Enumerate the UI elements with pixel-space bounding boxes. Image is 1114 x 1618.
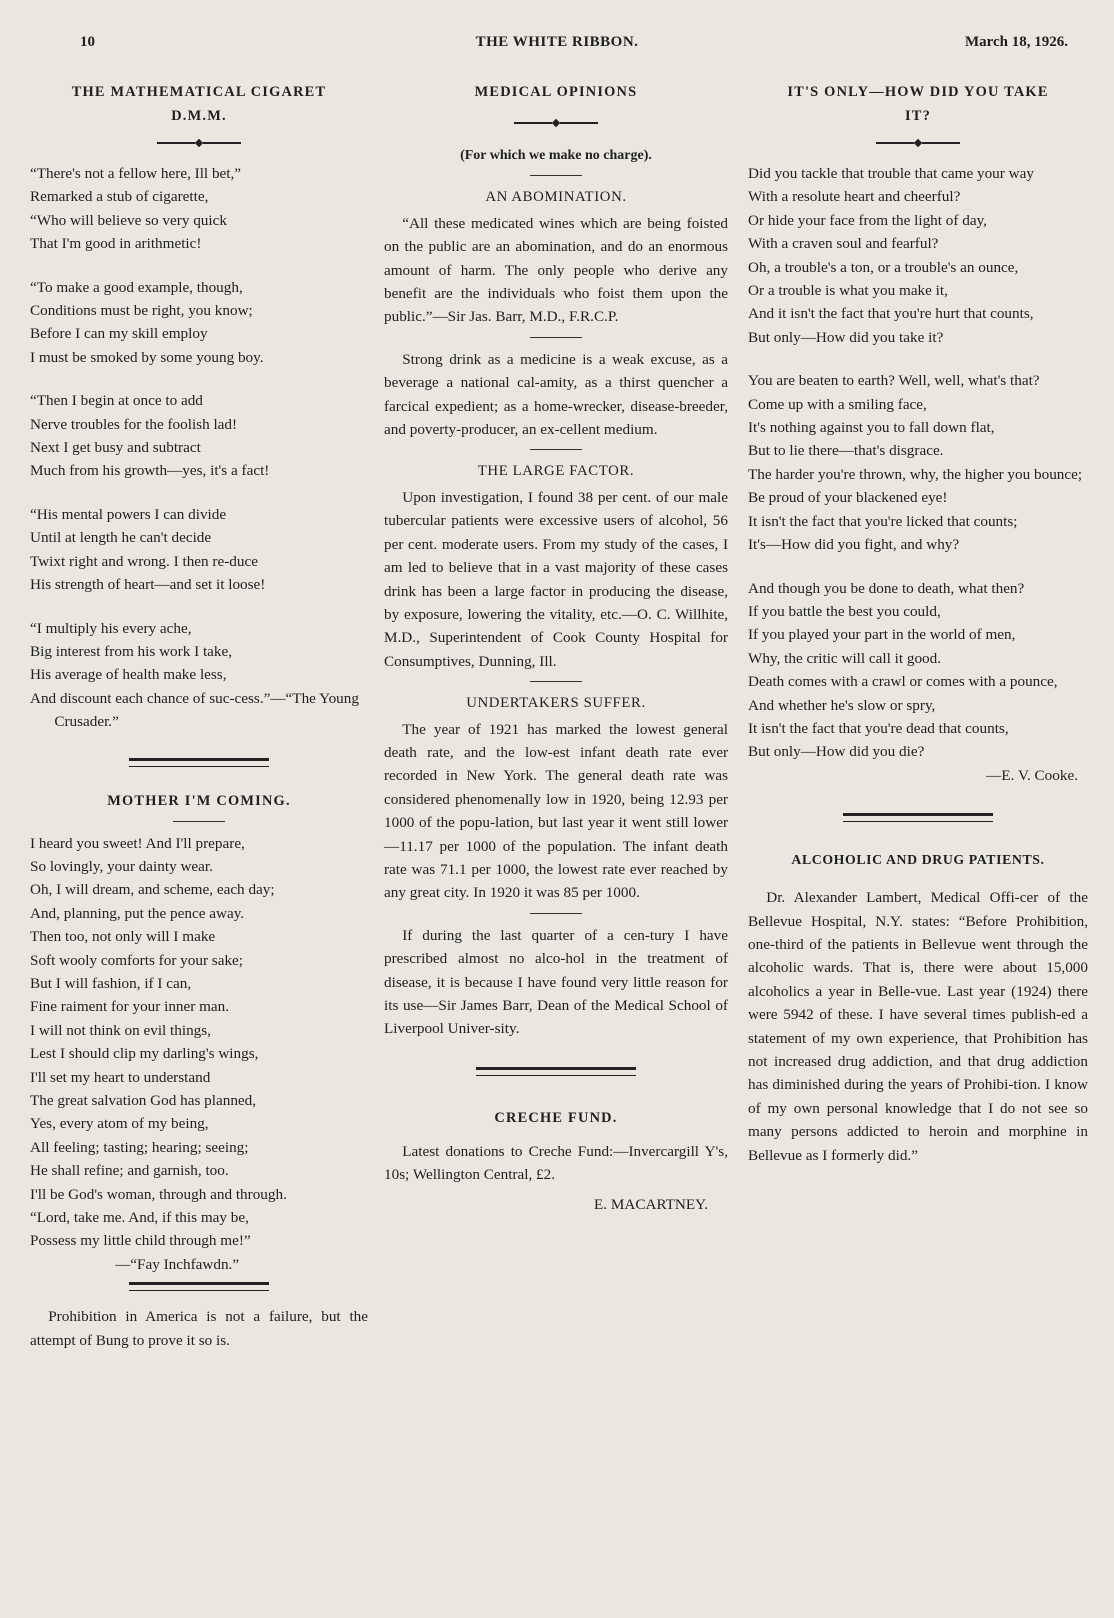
column-middle bbox=[384, 80, 728, 1216]
paragraph: Strong drink as a medicine is a weak excuse, as a beverage a national cal-amity, as a thirst quencher a farcical expedient; as a home-wrecker, disease-breeder, and poverty-producer, an ex-cellent medium. bbox=[384, 350, 728, 439]
article-title: ALCOHOLIC AND DRUG PATIENTS. bbox=[791, 852, 1045, 868]
poem-line: Yes, every atom of my being, bbox=[30, 1115, 209, 1133]
poem-title: THE MATHEMATICAL CIGARET bbox=[71, 84, 327, 100]
poem-line: It isn't the fact that you're licked that counts; bbox=[748, 512, 1018, 530]
short-rule bbox=[530, 449, 582, 450]
poem-line: It's—How did you fight, and why? bbox=[748, 536, 960, 554]
double-rule-divider bbox=[843, 813, 993, 822]
subheading: THE LARGE FACTOR. bbox=[477, 463, 635, 480]
poem-line: If you battle the best you could, bbox=[748, 602, 941, 620]
short-rule bbox=[530, 913, 582, 914]
poem-line: I'll be God's woman, through and through. bbox=[30, 1185, 287, 1203]
poem-line: He shall refine; and garnish, too. bbox=[30, 1162, 229, 1180]
double-rule-divider bbox=[476, 1067, 636, 1076]
publication-title: THE WHITE RIBBON. bbox=[475, 34, 639, 50]
paragraph: The year of 1921 has marked the lowest general death rate, and the low-est infant death rate ever recorded in New York. The general death rate was considered phenomenally low in 1920, being 12.93 per 1000 of the popu-lation, but last year it went still lower—11.17 per 1000 of the population. The infant death rate was 71.1 per 1000, the lowest rate ever reached by any great city. In 1920 it was 85 per 1000. bbox=[384, 720, 728, 902]
poem-stanza bbox=[30, 162, 368, 256]
poem-stanza bbox=[30, 276, 368, 370]
article-paragraph: Dr. Alexander Lambert, Medical Offi-cer of the Bellevue Hospital, N.Y. states: “Before Prohibition, one-third of the patients in Bellevue went through the alcoholic wards. That is, there were about 15,000 alcoholics a year in Belle-vue. Last year (1924) there were 5942 of these. I have several times publish-ed a statement of my own experience, that Prohibition has not increased drug addiction, and that drug addiction has diminished during the years of Prohibi-tion. I know of my own personal knowledge that I do not see so many persons addicted to heroin and morphine in Bellevue as I formerly did.” bbox=[748, 889, 1088, 1164]
short-rule bbox=[530, 337, 582, 338]
poem-line: Nerve troubles for the foolish lad! bbox=[30, 415, 238, 433]
poem-line: I must be smoked by some young boy. bbox=[30, 348, 264, 366]
poem-line: The great salvation God has planned, bbox=[30, 1092, 257, 1109]
poem-line: With a craven soul and fearful? bbox=[748, 235, 939, 253]
poem-title: IT'S ONLY—HOW DID YOU TAKE bbox=[787, 84, 1049, 100]
poem-line: If you played your part in the world of men, bbox=[748, 626, 1016, 644]
section-title: MEDICAL OPINIONS bbox=[474, 84, 638, 100]
poem-line: I'll set my heart to understand bbox=[30, 1068, 211, 1086]
short-rule bbox=[530, 681, 582, 682]
poem-line: But I will fashion, if I can, bbox=[30, 974, 192, 992]
poem-line: But only—How did you take it? bbox=[748, 328, 944, 346]
paragraph: “All these medicated wines which are being foisted on the public are an abomination, and do an enormous amount of harm. The only people who derive any benefit are the individuals who foist them upon the public.”—Sir Jas. Barr, M.D., F.R.C.P. bbox=[384, 214, 728, 326]
poem-line: Until at length he can't decide bbox=[30, 529, 212, 547]
poem-line: Or a trouble is what you make it, bbox=[748, 282, 948, 300]
subheading: UNDERTAKERS SUFFER. bbox=[466, 695, 646, 712]
poem-line: The harder you're thrown, why, the higher you bounce; bbox=[748, 465, 1083, 483]
poem-line: All feeling; tasting; hearing; seeing; bbox=[30, 1138, 249, 1156]
poem-stanza bbox=[30, 617, 368, 734]
poem-line: Lest I should clip my darling's wings, bbox=[30, 1045, 259, 1063]
double-rule-divider bbox=[129, 758, 269, 767]
poem-line: It isn't the fact that you're dead that counts, bbox=[748, 719, 1009, 737]
poem-attribution: —“Fay Inchfawdn.” bbox=[115, 1255, 240, 1273]
poem-line: Conditions must be right, you know; bbox=[30, 302, 253, 320]
section-title: CRECHE FUND. bbox=[494, 1109, 618, 1126]
poem-stanza bbox=[748, 577, 1088, 764]
poem-line: “There's not a fellow here, Ill bet,” bbox=[30, 165, 242, 182]
poem-line: That I'm good in arithmetic! bbox=[30, 235, 202, 253]
poem-line: Fine raiment for your inner man. bbox=[30, 998, 230, 1016]
poem-line: And whether he's slow or spry, bbox=[748, 696, 936, 714]
poem-line: But only—How did you die? bbox=[748, 743, 925, 761]
poem-line: Soft wooly comforts for your sake; bbox=[30, 951, 244, 969]
poem-line: Then too, not only will I make bbox=[30, 928, 216, 946]
signature: E. MACARTNEY. bbox=[594, 1195, 708, 1213]
poem-line: Oh, a trouble's a ton, or a trouble's an ounce, bbox=[748, 258, 1019, 276]
poem-line: And, planning, put the pence away. bbox=[30, 904, 245, 922]
double-rule-divider bbox=[129, 1282, 269, 1291]
poem-line: “Then I begin at once to add bbox=[30, 392, 203, 410]
paragraph: Latest donations to Creche Fund:—Invercargill Y's, 10s; Wellington Central, £2. bbox=[384, 1142, 728, 1184]
poem-line: His strength of heart—and set it loose! bbox=[30, 576, 266, 594]
poem-line: Or hide your face from the light of day, bbox=[748, 211, 987, 229]
poem-stanza bbox=[748, 369, 1088, 556]
page-header bbox=[0, 34, 1114, 58]
poem-line: You are beaten to earth? Well, well, what's that? bbox=[748, 372, 1040, 390]
poem-line: I will not think on evil things, bbox=[30, 1021, 211, 1039]
paragraph: Upon investigation, I found 38 per cent. of our male tubercular patients were excessive users of alcohol, 56 per cent. moderate users. From my study of the cases, I am led to believe that in a vast majority of these cases drink has been a large factor in producing the disease, by exposure, lowering the vitality, etc.—O. C. Willhite, M.D., Superintendent of Cook County Hospital for Consumptives, Dunning, Ill. bbox=[384, 488, 728, 670]
poem-attribution: —E. V. Cooke. bbox=[986, 766, 1078, 784]
poem-line: “To make a good example, though, bbox=[30, 278, 243, 296]
poem-stanza bbox=[748, 162, 1088, 349]
poem-author: D.M.M. bbox=[171, 108, 227, 124]
poem-line: Oh, I will dream, and scheme, each day; bbox=[30, 881, 275, 899]
poem-title: MOTHER I'M COMING. bbox=[107, 792, 291, 809]
poem-line: Before I can my skill employ bbox=[30, 325, 208, 343]
poem-line: Remarked a stub of cigarette, bbox=[30, 188, 209, 206]
poem-line: Next I get busy and subtract bbox=[30, 439, 201, 457]
poem-line: So lovingly, your dainty wear. bbox=[30, 857, 213, 875]
poem-line: With a resolute heart and cheerful? bbox=[748, 188, 961, 206]
poem-title-continued: IT? bbox=[905, 108, 931, 124]
poem-line: I heard you sweet! And I'll prepare, bbox=[30, 834, 245, 852]
poem-line: Death comes with a crawl or comes with a pounce, bbox=[748, 673, 1058, 691]
poem-line: And it isn't the fact that you're hurt that counts, bbox=[748, 305, 1034, 323]
column-left bbox=[30, 80, 368, 1352]
section-subtitle: (For which we make no charge). bbox=[460, 148, 652, 163]
poem-stanza bbox=[30, 503, 368, 597]
closing-paragraph: Prohibition in America is not a failure, but the attempt of Bung to prove it so is. bbox=[30, 1308, 368, 1349]
poem-line: Be proud of your blackened eye! bbox=[748, 489, 948, 507]
poem-line: Why, the critic will call it good. bbox=[748, 649, 942, 667]
poem-line: “Lord, take me. And, if this may be, bbox=[30, 1209, 249, 1227]
short-rule bbox=[173, 821, 225, 822]
poem-line: Much from his growth—yes, it's a fact! bbox=[30, 462, 270, 480]
page-number: 10 bbox=[80, 34, 95, 50]
poem-line: Did you tackle that trouble that came your way bbox=[748, 165, 1034, 182]
poem-line: It's nothing against you to fall down flat, bbox=[748, 419, 995, 437]
short-rule bbox=[530, 175, 582, 176]
poem-line: Come up with a smiling face, bbox=[748, 395, 927, 413]
poem-line: “I multiply his every ache, bbox=[30, 619, 192, 637]
poem-body bbox=[30, 832, 368, 1277]
ornament-divider bbox=[384, 120, 728, 126]
poem-line: “Who will believe so very quick bbox=[30, 211, 227, 229]
ornament-divider bbox=[30, 140, 368, 146]
poem-stanza bbox=[30, 389, 368, 483]
subheading: AN ABOMINATION. bbox=[485, 189, 627, 206]
poem-line: But to lie there—that's disgrace. bbox=[748, 442, 944, 460]
poem-line: Big interest from his work I take, bbox=[30, 642, 233, 660]
issue-date: March 18, 1926. bbox=[964, 34, 1068, 50]
poem-line: Twixt right and wrong. I then re-duce bbox=[30, 552, 258, 570]
ornament-divider bbox=[748, 140, 1088, 146]
poem-line: Possess my little child through me!” bbox=[30, 1232, 251, 1250]
poem-line: And though you be done to death, what then? bbox=[748, 579, 1025, 597]
poem-line: And discount each chance of suc-cess.”—“The Young Crusader.” bbox=[30, 689, 359, 731]
poem-line: “His mental powers I can divide bbox=[30, 505, 227, 523]
poem-line: His average of health make less, bbox=[30, 666, 227, 684]
paragraph: If during the last quarter of a cen-tury I have prescribed almost no alco-hol in the treatment of disease, it is because I have found very little reason for its use—Sir James Barr, Dean of the Medical School of Liverpool Univer-sity. bbox=[384, 926, 728, 1038]
column-right bbox=[748, 80, 1088, 1167]
